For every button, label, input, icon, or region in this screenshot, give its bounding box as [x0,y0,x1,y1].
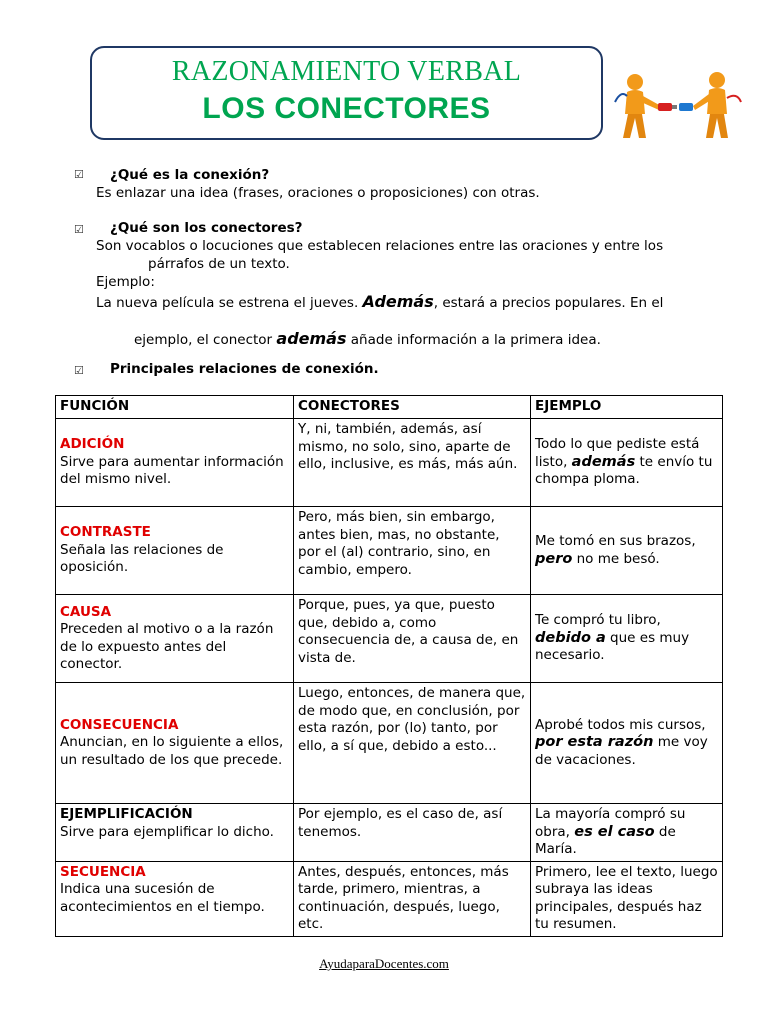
function-name: CONTRASTE [60,524,151,541]
right-figure-icon [693,72,741,138]
function-desc: Indica una sucesión de acontecimientos en el tiempo. [60,881,265,915]
example-explanation: ejemplo, el conector además añade información a la primera idea. [134,329,601,348]
question-3 [96,360,379,378]
question-1-answer: Es enlazar una idea (frases, oraciones o proposiciones) con otras. [96,185,540,201]
blue-plug-icon [679,103,693,111]
function-name: CAUSA [60,603,112,620]
checkbox-icon: ☑ [74,223,84,236]
connectors-table [55,395,723,937]
function-desc: Preceden al motivo o a la razón de lo expuesto antes del conector. [60,621,274,672]
function-desc: Sirve para ejemplificar lo dicho. [60,823,274,840]
left-figure-icon [615,74,661,138]
red-plug-icon [658,103,677,111]
function-desc: Anuncian, en lo siguiente a ellos, un resultado de los que precede. [60,734,284,768]
checkbox-icon: ☑ [74,364,84,377]
function-name: EJEMPLIFICACIÓN [60,806,193,822]
table-row [56,507,723,595]
question-2 [96,219,696,351]
connectors-cell: Por ejemplo, es el caso de, así tenemos. [294,804,531,862]
connectors-cell: Pero, más bien, sin embargo, antes bien, mas, no obstante, por el (al) contrario, sino, en cambio, empero. [294,507,531,595]
example-cell: Aprobé todos mis cursos, por esta razón me voy de vacaciones. [531,683,723,804]
example-cell: Me tomó en sus brazos, pero no me besó. [531,507,723,595]
question-3-title: Principales relaciones de conexión. [110,361,379,377]
example-cell: Primero, lee el texto, luego subraya las ideas principales, después haz tu resumen. [531,861,723,936]
header-conectores: CONECTORES [294,396,531,419]
function-desc: Sirve para aumentar información del mismo nivel. [60,453,284,488]
header-funcion: FUNCIÓN [56,396,294,419]
function-name: CONSECUENCIA [60,716,179,733]
page-title: RAZONAMIENTO VERBAL [171,56,522,87]
page-subtitle: LOS CONECTORES [202,92,491,125]
question-1-title: ¿Qué es la conexión? [110,167,270,183]
table-row [56,683,723,804]
function-name: ADICIÓN [60,436,125,453]
example-cell: Te compró tu libro, debido a que es muy necesario. [531,595,723,683]
example-keyword-2: además [276,329,347,348]
question-2-answer-line1: Son vocablos o locuciones que establecen relaciones entre las oraciones y entre los [96,238,664,254]
connectors-cell: Luego, entonces, de manera que, de modo que, en conclusión, por esta razón, por (lo) tanto, por ello, a sí que, debido a esto... [294,683,531,804]
question-1 [96,166,540,202]
question-2-answer-line2: párrafos de un texto. [148,256,290,272]
example-cell: Todo lo que pediste está listo, además te envío tu chompa ploma. [531,419,723,507]
table-row [56,804,723,862]
example-sentence: La nueva película se estrena el jueves. Además, estará a precios populares. En el [96,292,664,311]
function-name: SECUENCIA [60,863,146,880]
table-row [56,419,723,507]
table-header-row [56,396,723,419]
table-row [56,595,723,683]
checkbox-icon: ☑ [74,168,84,181]
connectors-cell: Antes, después, entonces, más tarde, primero, mientras, a continuación, después, luego, etc. [294,861,531,936]
header-ejemplo: EJEMPLO [531,396,723,419]
function-desc: Señala las relaciones de oposición. [60,541,224,576]
question-2-title: ¿Qué son los conectores? [110,220,303,236]
connecting-figures-illustration [613,72,743,142]
title-box [90,46,603,140]
table-row [56,861,723,936]
footer-link[interactable]: AyudaparaDocentes.com [319,956,449,971]
example-label: Ejemplo: [96,274,155,290]
example-keyword: Además [362,292,434,311]
connectors-cell: Y, ni, también, además, así mismo, no solo, sino, aparte de ello, inclusive, es más, más aún. [294,419,531,507]
example-cell: La mayoría compró su obra, es el caso de María. [531,804,723,862]
connectors-cell: Porque, pues, ya que, puesto que, debido a, como consecuencia de, a causa de, en vista de. [294,595,531,683]
